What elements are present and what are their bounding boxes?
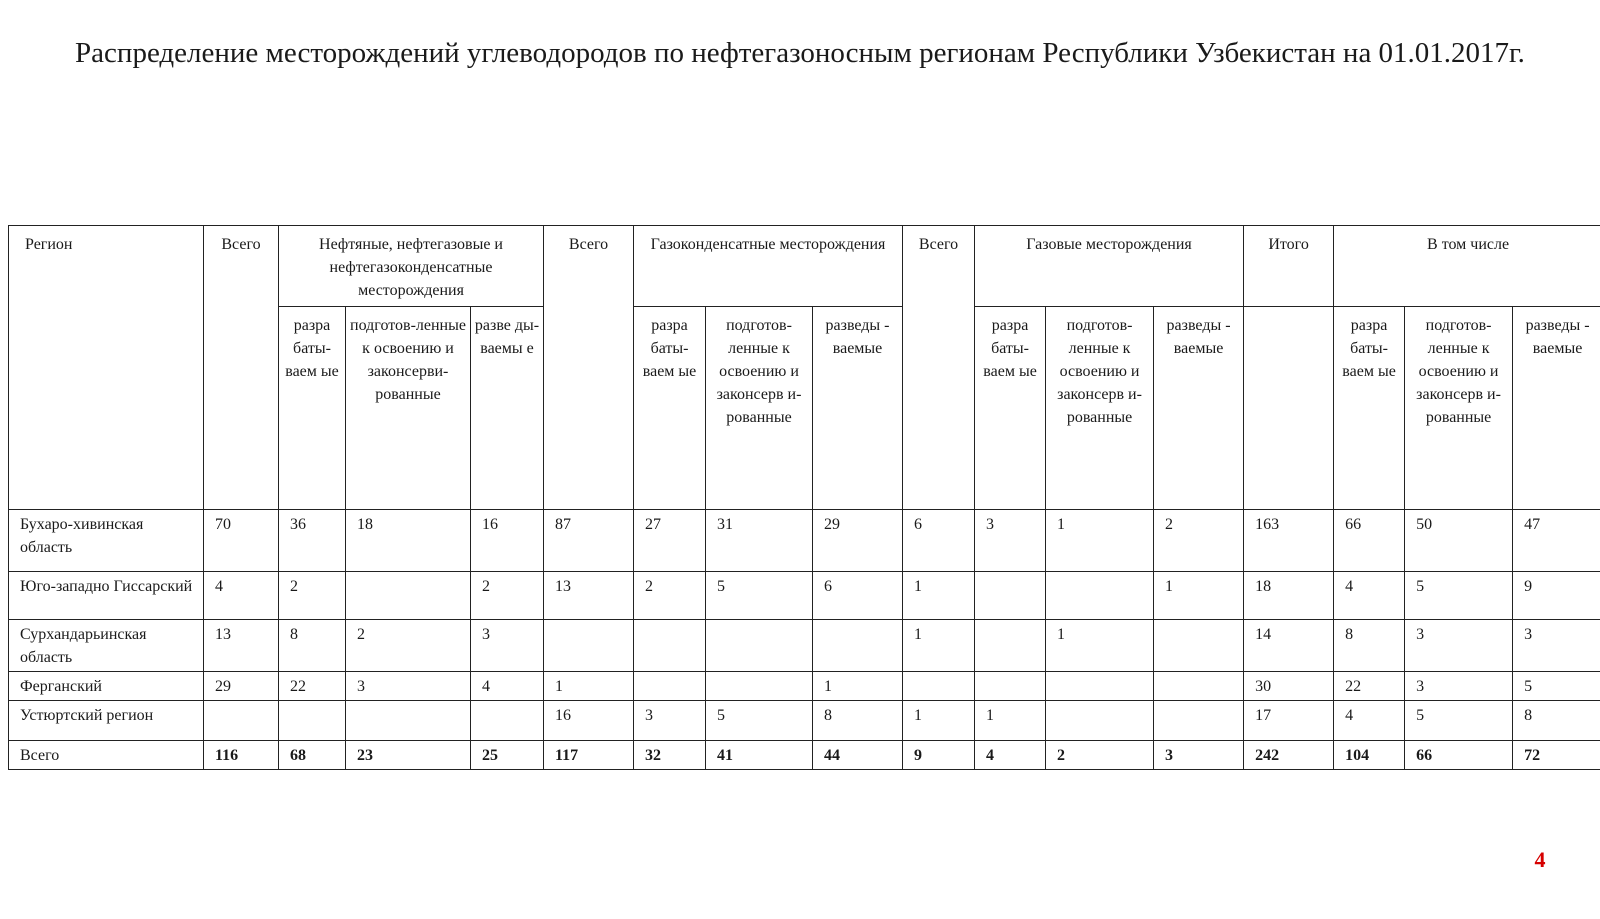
header-region: Регион <box>9 226 204 510</box>
value-cell: 8 <box>1513 701 1600 741</box>
header-grand-total: Итого <box>1244 226 1334 307</box>
header-incl-prepared: подготов-ленные к освоению и законсерв и-рованные <box>1405 307 1513 510</box>
value-cell: 3 <box>1513 620 1600 672</box>
total-row <box>9 741 1600 770</box>
value-cell: 4 <box>204 572 279 620</box>
value-cell: 117 <box>544 741 634 770</box>
value-cell: 5 <box>706 701 813 741</box>
value-cell: 3 <box>1405 620 1513 672</box>
header-gas-developed: разра баты-ваем ые <box>975 307 1046 510</box>
value-cell <box>471 701 544 741</box>
value-cell <box>975 672 1046 701</box>
header-gascond-group: Газоконденсатные месторождения <box>634 226 903 307</box>
value-cell: 2 <box>1046 741 1154 770</box>
value-cell: 13 <box>204 620 279 672</box>
value-cell: 9 <box>1513 572 1600 620</box>
value-cell: 66 <box>1334 510 1405 572</box>
value-cell: 25 <box>471 741 544 770</box>
value-cell: 1 <box>1046 620 1154 672</box>
value-cell: 68 <box>279 741 346 770</box>
value-cell: 44 <box>813 741 903 770</box>
value-cell: 6 <box>813 572 903 620</box>
header-grand-total-sub <box>1244 307 1334 510</box>
value-cell <box>279 701 346 741</box>
header-gascond-prepared: подготов-ленные к освоению и законсерв и-рованные <box>706 307 813 510</box>
value-cell: 18 <box>1244 572 1334 620</box>
value-cell: 2 <box>346 620 471 672</box>
value-cell: 1 <box>813 672 903 701</box>
value-cell: 3 <box>346 672 471 701</box>
value-cell: 22 <box>1334 672 1405 701</box>
table-body <box>9 510 1600 770</box>
fields-table <box>8 225 1600 770</box>
header-oil-developed: разра баты-ваем ые <box>279 307 346 510</box>
table-row <box>9 701 1600 741</box>
value-cell: 66 <box>1405 741 1513 770</box>
value-cell: 22 <box>279 672 346 701</box>
header-oil-explored: разве ды-ваемы е <box>471 307 544 510</box>
header-gas-group: Газовые месторождения <box>975 226 1244 307</box>
header-incl-group: В том числе <box>1334 226 1600 307</box>
value-cell: 4 <box>1334 572 1405 620</box>
region-cell: Сурхандарьинская область <box>9 620 204 672</box>
value-cell <box>204 701 279 741</box>
header-total-gascond: Всего <box>544 226 634 510</box>
value-cell: 242 <box>1244 741 1334 770</box>
value-cell: 29 <box>204 672 279 701</box>
value-cell: 104 <box>1334 741 1405 770</box>
value-cell <box>544 620 634 672</box>
value-cell: 5 <box>706 572 813 620</box>
value-cell: 1 <box>975 701 1046 741</box>
region-cell: Ферганский <box>9 672 204 701</box>
value-cell: 50 <box>1405 510 1513 572</box>
value-cell: 31 <box>706 510 813 572</box>
header-total-oil: Всего <box>204 226 279 510</box>
value-cell: 4 <box>1334 701 1405 741</box>
region-cell: Устюртский регион <box>9 701 204 741</box>
value-cell <box>634 672 706 701</box>
value-cell: 1 <box>1154 572 1244 620</box>
value-cell <box>1046 572 1154 620</box>
value-cell: 3 <box>1154 741 1244 770</box>
value-cell: 1 <box>903 572 975 620</box>
value-cell: 29 <box>813 510 903 572</box>
page-number: 4 <box>1534 847 1546 872</box>
region-cell: Всего <box>9 741 204 770</box>
header-gas-explored: разведы - ваемые <box>1154 307 1244 510</box>
value-cell: 9 <box>903 741 975 770</box>
value-cell: 23 <box>346 741 471 770</box>
value-cell: 70 <box>204 510 279 572</box>
value-cell: 3 <box>471 620 544 672</box>
value-cell <box>1154 620 1244 672</box>
value-cell: 2 <box>279 572 346 620</box>
value-cell: 36 <box>279 510 346 572</box>
value-cell: 18 <box>346 510 471 572</box>
value-cell: 5 <box>1513 672 1600 701</box>
value-cell: 2 <box>1154 510 1244 572</box>
value-cell: 1 <box>1046 510 1154 572</box>
value-cell: 116 <box>204 741 279 770</box>
header-oil-group: Нефтяные, нефтегазовые и нефтегазоконденсатные месторождения <box>279 226 544 307</box>
value-cell: 2 <box>471 572 544 620</box>
header-incl-developed: разра баты-ваем ые <box>1334 307 1405 510</box>
value-cell <box>813 620 903 672</box>
value-cell <box>1154 701 1244 741</box>
value-cell: 1 <box>544 672 634 701</box>
value-cell <box>706 620 813 672</box>
value-cell <box>634 620 706 672</box>
value-cell <box>346 701 471 741</box>
value-cell: 14 <box>1244 620 1334 672</box>
region-cell: Юго-западно Гиссарский <box>9 572 204 620</box>
value-cell: 1 <box>903 701 975 741</box>
value-cell: 3 <box>1405 672 1513 701</box>
value-cell: 3 <box>975 510 1046 572</box>
value-cell: 3 <box>634 701 706 741</box>
value-cell: 17 <box>1244 701 1334 741</box>
value-cell: 4 <box>975 741 1046 770</box>
value-cell <box>903 672 975 701</box>
value-cell: 13 <box>544 572 634 620</box>
header-oil-prepared: подготов-ленные к освоению и законсерви-рованные <box>346 307 471 510</box>
value-cell: 8 <box>1334 620 1405 672</box>
fields-table-container <box>8 225 1592 770</box>
value-cell <box>346 572 471 620</box>
value-cell <box>1046 701 1154 741</box>
value-cell: 5 <box>1405 701 1513 741</box>
value-cell: 8 <box>813 701 903 741</box>
value-cell <box>975 572 1046 620</box>
value-cell: 27 <box>634 510 706 572</box>
header-total-gas: Всего <box>903 226 975 510</box>
value-cell: 1 <box>903 620 975 672</box>
value-cell: 47 <box>1513 510 1600 572</box>
value-cell: 41 <box>706 741 813 770</box>
table-row <box>9 572 1600 620</box>
value-cell: 16 <box>544 701 634 741</box>
table-row <box>9 510 1600 572</box>
value-cell: 163 <box>1244 510 1334 572</box>
slide-title: Распределение месторождений углеводородов по нефтегазоносным регионам Республики Узбекистан на 01.01.2017г. <box>75 37 1525 69</box>
value-cell: 16 <box>471 510 544 572</box>
value-cell: 8 <box>279 620 346 672</box>
value-cell: 5 <box>1405 572 1513 620</box>
header-gascond-developed: разра баты-ваем ые <box>634 307 706 510</box>
value-cell: 4 <box>471 672 544 701</box>
value-cell: 32 <box>634 741 706 770</box>
table-row <box>9 620 1600 672</box>
value-cell: 6 <box>903 510 975 572</box>
value-cell <box>706 672 813 701</box>
header-incl-explored: разведы - ваемые <box>1513 307 1600 510</box>
value-cell: 87 <box>544 510 634 572</box>
value-cell <box>1046 672 1154 701</box>
value-cell: 30 <box>1244 672 1334 701</box>
value-cell: 2 <box>634 572 706 620</box>
value-cell <box>1154 672 1244 701</box>
header-gascond-explored: разведы - ваемые <box>813 307 903 510</box>
value-cell: 72 <box>1513 741 1600 770</box>
region-cell: Бухаро-хивинская область <box>9 510 204 572</box>
table-row <box>9 672 1600 701</box>
value-cell <box>975 620 1046 672</box>
header-gas-prepared: подготов-ленные к освоению и законсерв и-рованные <box>1046 307 1154 510</box>
